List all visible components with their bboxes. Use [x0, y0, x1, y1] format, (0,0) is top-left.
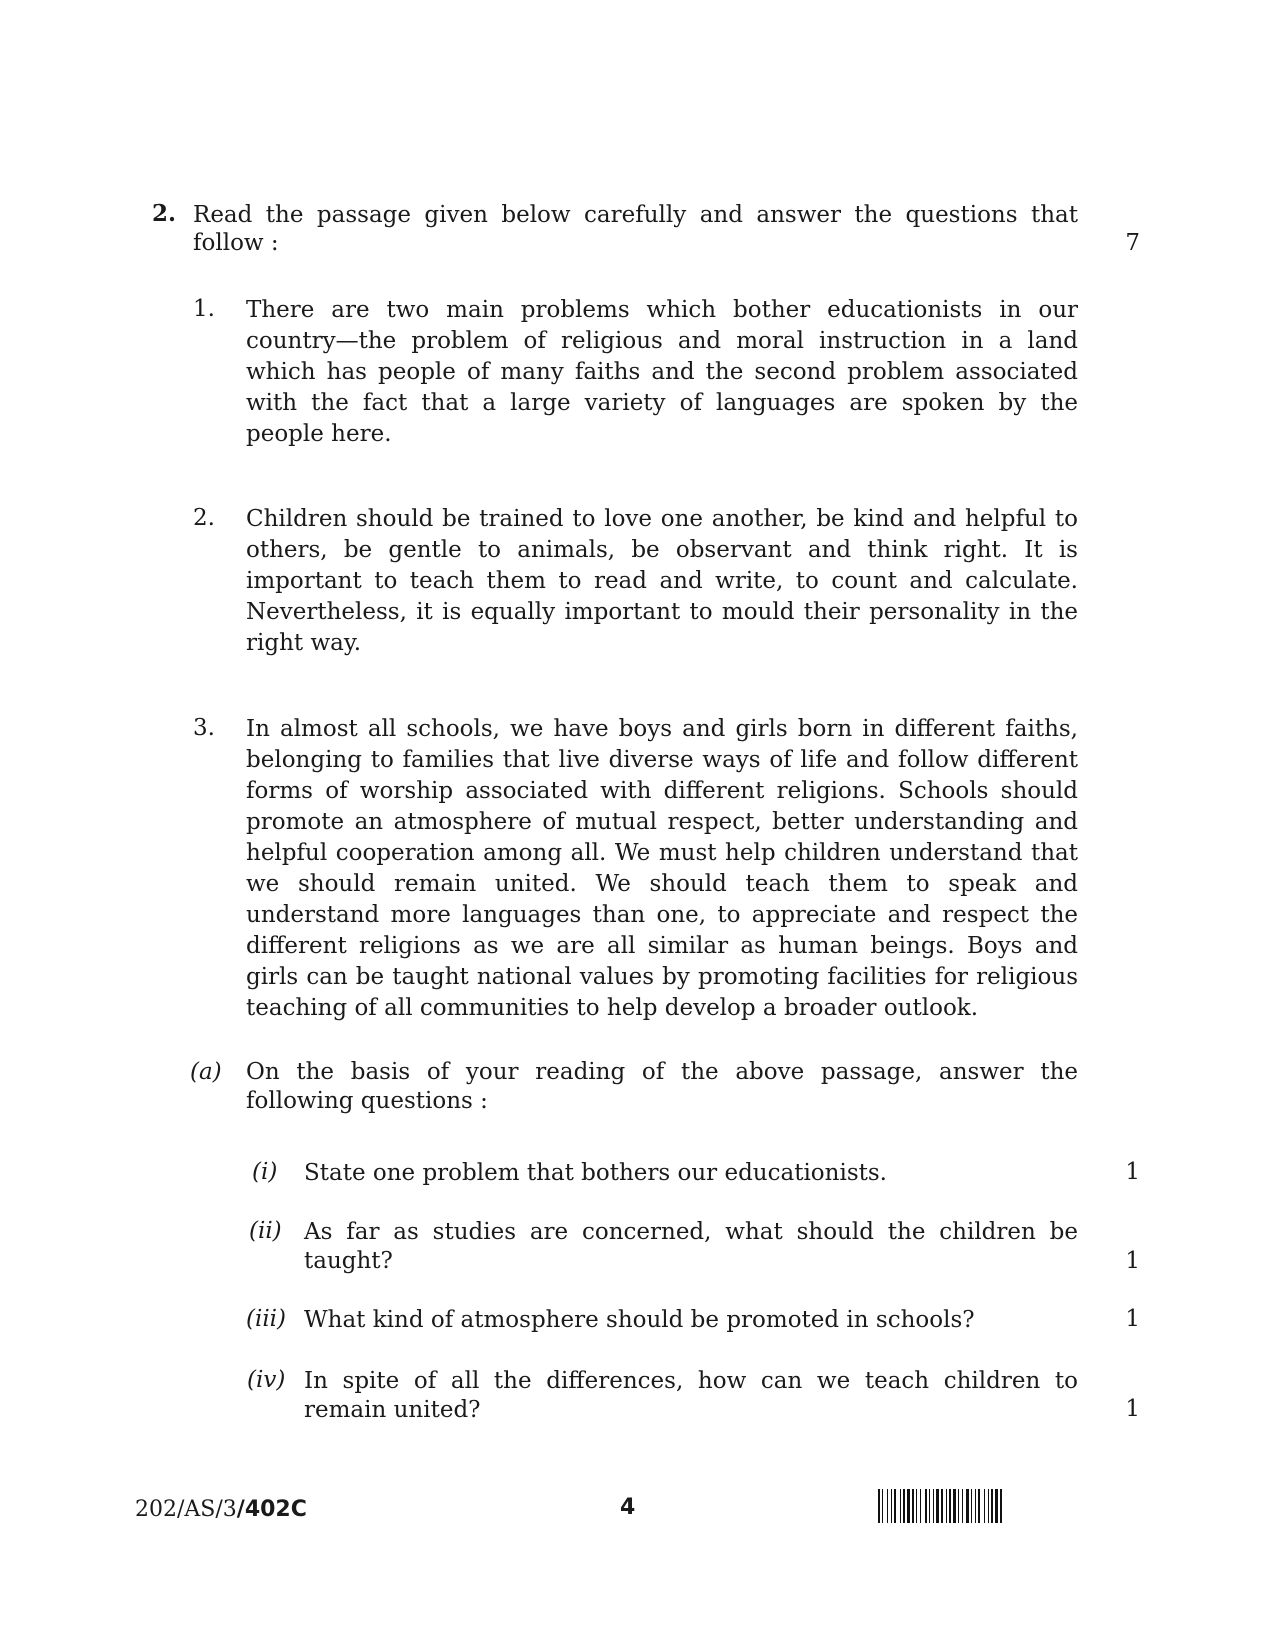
barcode-bar: [995, 1489, 998, 1523]
subq-iv-text: In spite of all the differences, how can we teach children to remain united?: [304, 1368, 1078, 1423]
barcode-bar: [949, 1489, 951, 1523]
subq-i-text: State one problem that bothers our educationists.: [304, 1160, 887, 1186]
barcode-bar: [925, 1489, 927, 1523]
barcode-bar: [900, 1489, 901, 1523]
barcode-bar: [975, 1489, 976, 1523]
question-instruction-cont: follow :: [193, 230, 279, 256]
barcode-bar: [878, 1489, 880, 1523]
subq-iii-label: (iii): [246, 1306, 287, 1332]
barcode-bar: [887, 1489, 888, 1523]
barcode-bar: [988, 1489, 989, 1523]
question-number: 2.: [152, 200, 177, 227]
barcode-bar: [903, 1489, 905, 1523]
barcode-bar: [958, 1489, 959, 1523]
barcode-bar: [907, 1489, 910, 1523]
footer-code-prefix: 202/AS/3: [135, 1497, 237, 1522]
subq-ii-text: As far as studies are concerned, what should the children be taught?: [304, 1219, 1078, 1274]
question-instruction: Read the passage given below carefully and answer the questions that: [193, 202, 1078, 228]
barcode-bar: [891, 1489, 892, 1523]
barcode-bar: [920, 1489, 921, 1523]
subq-i-label: (i): [252, 1159, 278, 1185]
barcode-bar: [991, 1489, 993, 1523]
barcode: [878, 1489, 1143, 1523]
footer-code-bold: /402C: [236, 1497, 307, 1522]
barcode-bar: [984, 1489, 985, 1523]
barcode-bar: [941, 1489, 943, 1523]
subq-iii-text: What kind of atmosphere should be promoted in schools?: [304, 1307, 975, 1333]
barcode-bar: [882, 1489, 883, 1523]
barcode-bar: [1000, 1489, 1002, 1523]
footer-page-number: 4: [620, 1495, 636, 1520]
passage-para-1: There are two main problems which bother educationists in our country—the problem of religious and moral instruction in a land which has people of many faiths and the second problem associated with the fact that a large variety of languages are spoken by the people here.: [246, 297, 1078, 447]
passage-para-2-num: 2.: [193, 505, 215, 531]
passage-para-1-num: 1.: [193, 296, 215, 322]
barcode-bar: [916, 1489, 917, 1523]
part-a-label: (a): [190, 1059, 222, 1085]
barcode-bar: [962, 1489, 963, 1523]
subq-ii-label: (ii): [249, 1218, 282, 1244]
subq-iv-label: (iv): [247, 1367, 286, 1393]
barcode-bar: [953, 1489, 956, 1523]
subq-iv-marks: 1: [1125, 1396, 1140, 1422]
passage-para-3-num: 3.: [193, 715, 215, 741]
barcode-bar: [929, 1489, 930, 1523]
barcode-bar: [912, 1489, 914, 1523]
barcode-bar: [978, 1489, 980, 1523]
barcode-bar: [894, 1489, 896, 1523]
part-a-text: On the basis of your reading of the above passage, answer the following questions :: [246, 1059, 1078, 1114]
subq-i-marks: 1: [1125, 1159, 1140, 1185]
passage-para-3: In almost all schools, we have boys and girls born in different faiths, belonging to families that live diverse ways of life and follow different forms of worship associated with different religions. Schools should promote an atmosphere of mutual respect, better understanding and helpful cooperation among all. We must help children understand that we should remain united. We should teach them to speak and understand more languages than one, to appreciate and respect the different religions as we are all similar as human beings. Boys and girls can be taught national values by promoting facilities for religious teaching of all communities to help develop a broader outlook.: [246, 716, 1078, 1021]
barcode-bar: [936, 1489, 939, 1523]
footer-paper-code: [135, 1497, 307, 1522]
barcode-bar: [971, 1489, 972, 1523]
subq-iii-marks: 1: [1125, 1306, 1140, 1332]
question-marks: 7: [1125, 230, 1140, 256]
barcode-bar: [946, 1489, 947, 1523]
passage-para-2: Children should be trained to love one another, be kind and helpful to others, be gentle to animals, be observant and think right. It is important to teach them to read and write, to count and calculate. Nevertheless, it is equally important to mould their personality in the right way.: [246, 506, 1078, 656]
barcode-bar: [933, 1489, 934, 1523]
subq-ii-marks: 1: [1125, 1248, 1140, 1274]
barcode-bar: [966, 1489, 969, 1523]
